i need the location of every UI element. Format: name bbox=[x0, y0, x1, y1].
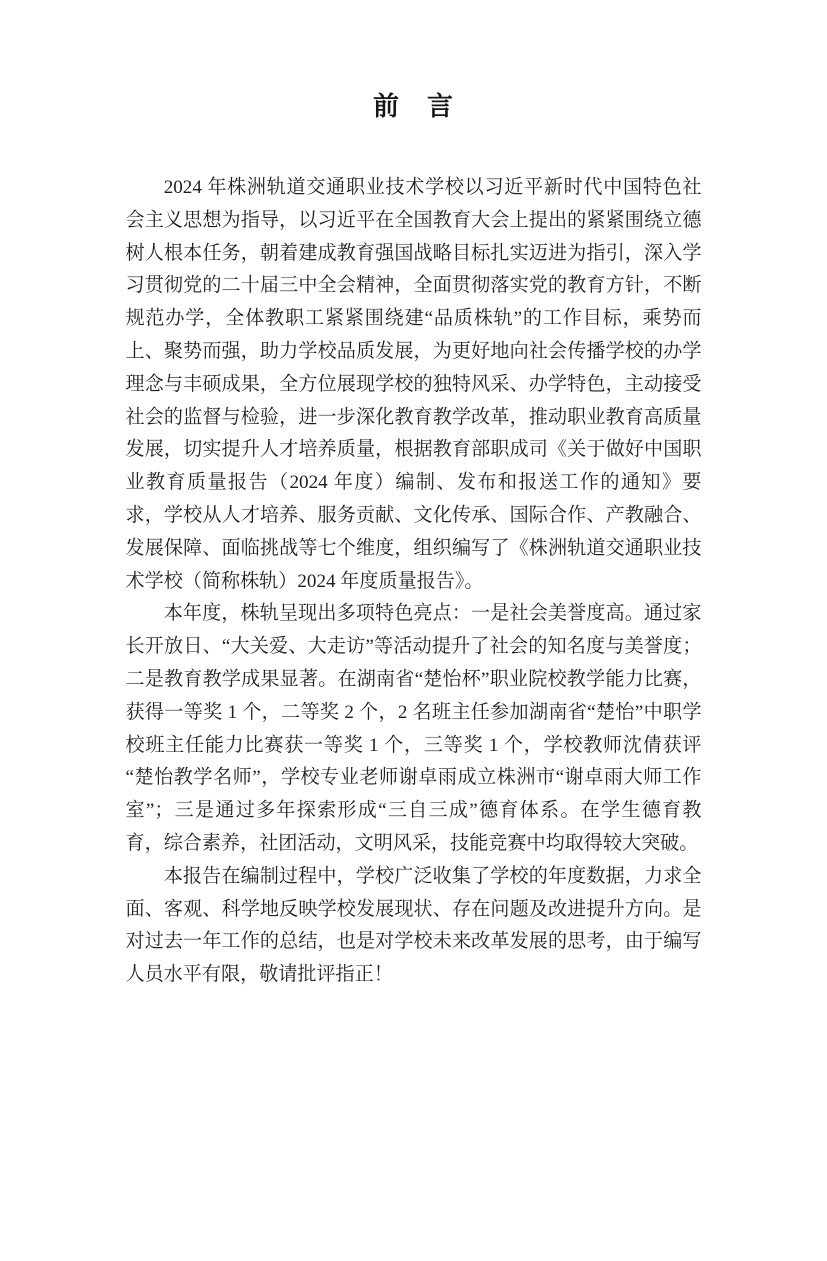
paragraph-highlights: 本年度，株轨呈现出多项特色亮点：一是社会美誉度高。通过家长开放日、“大关爱、大走访”等活动提升了社会的知名度与美誉度；二是教育教学成果显著。在湖南省“楚怡杯”职业院校教学能力比赛，获得一等奖 1 个，二等奖 2 个，2 名班主任参加湖南省“楚怡”中职学校班主任能力比赛获一等奖 1 个，三等奖 1 个，学校教师沈倩获评“楚怡教学名师”，学校专业老师谢卓雨成立株洲市“谢卓雨大师工作室”；三是通过多年探索形成“三自三成”德育体系。在学生德育教育，综合素养，社团活动，文明风采，技能竞赛中均取得较大突破。 bbox=[125, 603, 702, 854]
document-page bbox=[0, 92, 827, 1261]
page-title: 前 言 bbox=[372, 92, 454, 121]
paragraph-closing: 本报告在编制过程中，学校广泛收集了学校的年度数据，力求全面、客观、科学地反映学校发展现状、存在问题及改进提升方向。是对过去一年工作的总结，也是对学校未来改革发展的思考，由于编写人员水平有限，敬请批评指正！ bbox=[125, 865, 702, 986]
document-body bbox=[126, 172, 702, 992]
paragraph-intro: 2024 年株洲轨道交通职业技术学校以习近平新时代中国特色社会主义思想为指导，以习近平在全国教育大会上提出的紧紧围绕立德树人根本任务，朝着建成教育强国战略目标扎实迈进为指引，深入学习贯彻党的二十届三中全会精神，全面贯彻落实党的教育方针，不断规范办学，全体教职工紧紧围绕建“品质株轨”的工作目标，乘势而上、聚势而强，助力学校品质发展，为更好地向社会传播学校的办学理念与丰硕成果，全方位展现学校的独特风采、办学特色，主动接受社会的监督与检验，进一步深化教育教学改革，推动职业教育高质量发展，切实提升人才培养质量，根据教育部职成司《关于做好中国职业教育质量报告（2024 年度）编制、发布和报送工作的通知》要求，学校从人才培养、服务贡献、文化传承、国际合作、产教融合、发展保障、面临挑战等七个维度，组织编写了《株洲轨道交通职业技术学校（简称株轨）2024 年度质量报告》。 bbox=[125, 177, 702, 592]
